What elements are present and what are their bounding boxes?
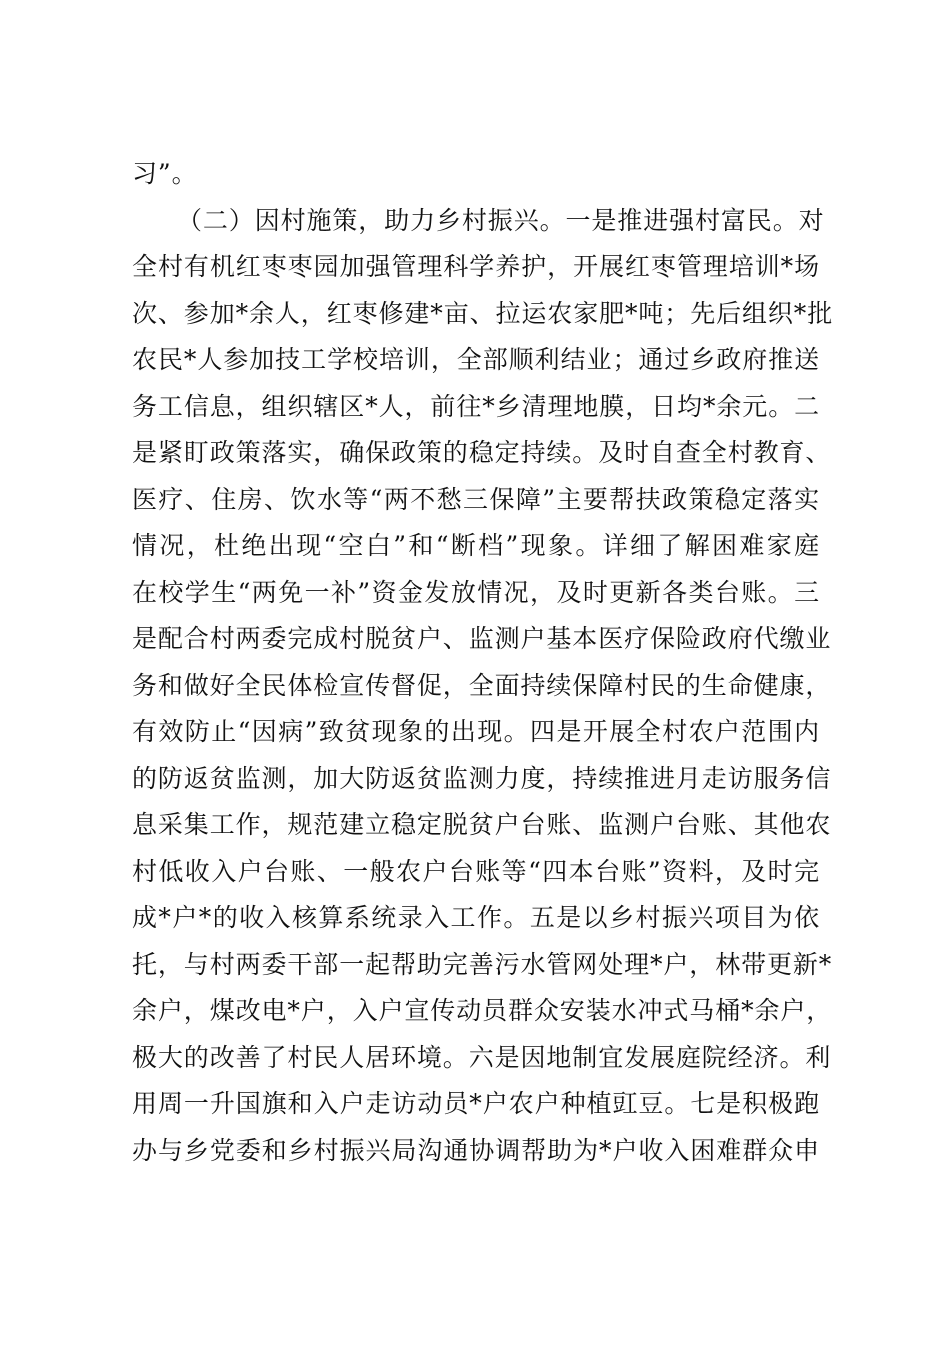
text-line: 务工信息，组织辖区*人，前往*乡清理地膜，日均*余元。二	[132, 391, 820, 421]
text-line: 习”。	[132, 159, 198, 188]
text-line: 次、参加*余人，红枣修建*亩、拉运农家肥*吨；先后组织*批	[132, 298, 834, 328]
text-line: 村低收入户台账、一般农户台账等“四本台账”资料，及时完	[132, 856, 820, 886]
text-line: 在校学生“两免一补”资金发放情况，及时更新各类台账。三	[132, 577, 820, 607]
text-line: 是配合村两委完成村脱贫户、监测户基本医疗保险政府代缴业	[132, 624, 832, 653]
text-line: 医疗、住房、饮水等“两不愁三保障”主要帮扶政策稳定落实	[132, 484, 820, 514]
text-line: 余户，煤改电*户，入户宣传动员群众安装水冲式马桶*余户，	[132, 996, 833, 1025]
text-line: 的防返贫监测，加大防返贫监测力度，持续推进月走访服务信	[132, 763, 832, 793]
text-line: 办与乡党委和乡村振兴局沟通协调帮助为*户收入困难群众申	[132, 1135, 820, 1165]
text-line: 托，与村两委干部一起帮助完善污水管网处理*户，林带更新*	[132, 949, 833, 979]
text-line: 农民*人参加技工学校培训，全部顺利结业；通过乡政府推送	[132, 345, 820, 374]
text-line: 用周一升国旗和入户走访动员*户农户种植豇豆。七是积极跑	[132, 1089, 820, 1118]
text-line: 务和做好全民体检宣传督促，全面持续保障村民的生命健康，	[132, 670, 832, 700]
text-line: 是紧盯政策落实，确保政策的稳定持续。及时自查全村教育、	[132, 438, 832, 467]
text-line: 全村有机红枣枣园加强管理科学养护，开展红枣管理培训*场	[132, 252, 820, 281]
body-text	[132, 151, 834, 1174]
text-line: 情况，杜绝出现“空白”和“断档”现象。详细了解困难家庭	[132, 531, 820, 560]
text-line: 有效防止“因病”致贫现象的出现。四是开展全村农户范围内	[132, 717, 820, 746]
text-line: 极大的改善了村民人居环境。六是因地制宜发展庭院经济。利	[132, 1042, 832, 1072]
text-line: 息采集工作，规范建立稳定脱贫户台账、监测户台账、其他农	[132, 810, 832, 839]
text-line: 成*户*的收入核算系统录入工作。五是以乡村振兴项目为依	[132, 903, 820, 932]
section-heading-line: （二）因村施策，助力乡村振兴。一是推进强村富民。对	[177, 205, 825, 235]
